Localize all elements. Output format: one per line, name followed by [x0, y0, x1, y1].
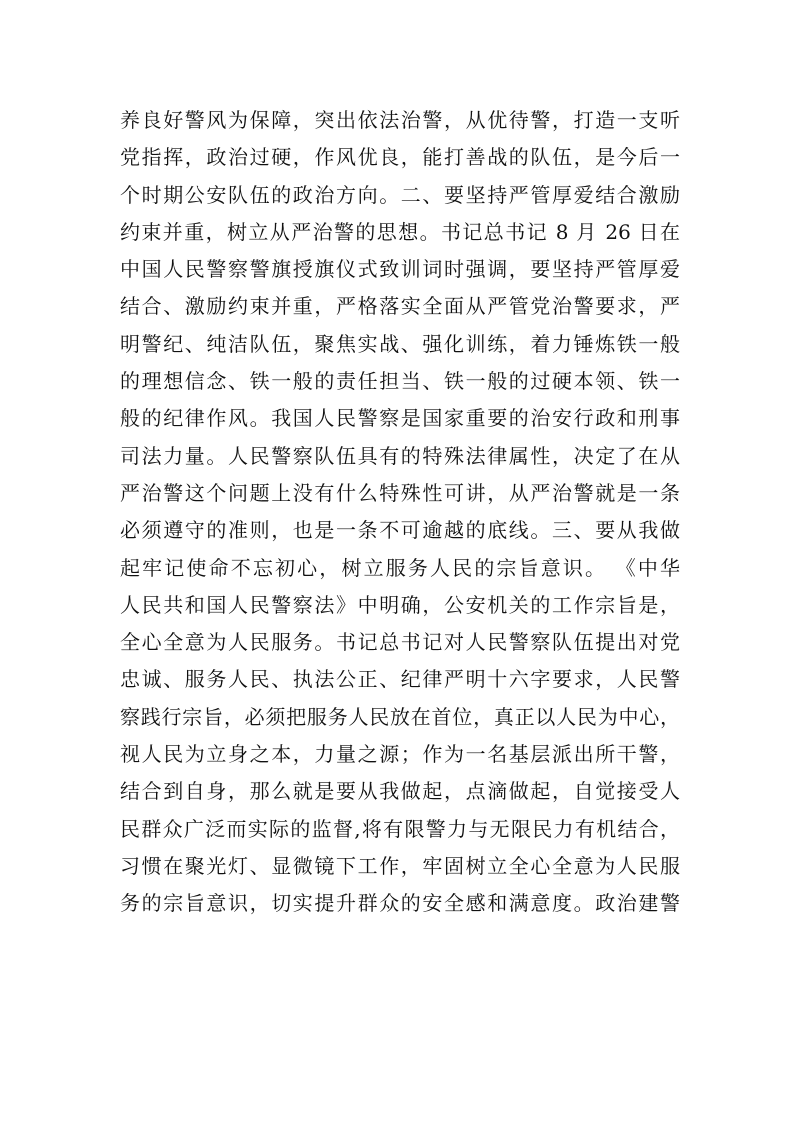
text-line: 习惯在聚光灯、显微镜下工作，牢固树立全心全意为人民服	[120, 853, 680, 878]
text-line: 务的宗旨意识，切实提升群众的安全感和满意度。政治建警	[120, 891, 680, 916]
text-line: 养良好警风为保障，突出依法治警，从优待警，打造一支听	[120, 108, 680, 132]
text-line: 结合、激励约束并重，严格落实全面从严管党治警要求，严	[120, 294, 680, 319]
text-line: 个时期公安队伍的政治方向。二、要坚持严管厚爱结合激励	[120, 182, 680, 207]
text-line: 视人民为立身之本，力量之源；作为一名基层派出所干警，	[120, 742, 680, 767]
text-line: 严治警这个问题上没有什么特殊性可讲，从严治警就是一条	[120, 480, 680, 505]
text-line: 民群众广泛而实际的监督,将有限警力与无限民力有机结合，	[120, 816, 680, 841]
text-line: 必须遵守的准则，也是一条不可逾越的底线。三、要从我做	[120, 518, 680, 543]
text-line: 起牢记使命不忘初心，树立服务人民的宗旨意识。 《中华	[120, 555, 680, 580]
text-line: 人民共和国人民警察法》中明确，公安机关的工作宗旨是，	[120, 592, 680, 617]
text-line: 般的纪律作风。我国人民警察是国家重要的治安行政和刑事	[120, 406, 680, 431]
text-line: 忠诚、服务人民、执法公正、纪律严明十六字要求，人民警	[120, 667, 680, 692]
text-line: 明警纪、纯洁队伍，聚焦实战、强化训练，着力锤炼铁一般	[120, 331, 680, 356]
text-line: 约束并重，树立从严治警的思想。书记总书记 8 月 26 日在	[120, 219, 680, 244]
text-line: 全心全意为人民服务。书记总书记对人民警察队伍提出对党	[120, 630, 680, 655]
text-line: 中国人民警察警旗授旗仪式致训词时强调，要坚持严管厚爱	[120, 257, 680, 282]
text-line: 司法力量。人民警察队伍具有的特殊法律属性，决定了在从	[120, 443, 680, 468]
text-line: 的理想信念、铁一般的责任担当、铁一般的过硬本领、铁一	[120, 369, 680, 394]
text-line: 党指挥，政治过硬，作风优良，能打善战的队伍，是今后一	[120, 145, 680, 170]
body-text	[120, 102, 680, 923]
text-line: 察践行宗旨，必须把服务人民放在首位，真正以人民为中心，	[120, 704, 680, 729]
text-line: 结合到自身，那么就是要从我做起，点滴做起，自觉接受人	[120, 779, 680, 804]
